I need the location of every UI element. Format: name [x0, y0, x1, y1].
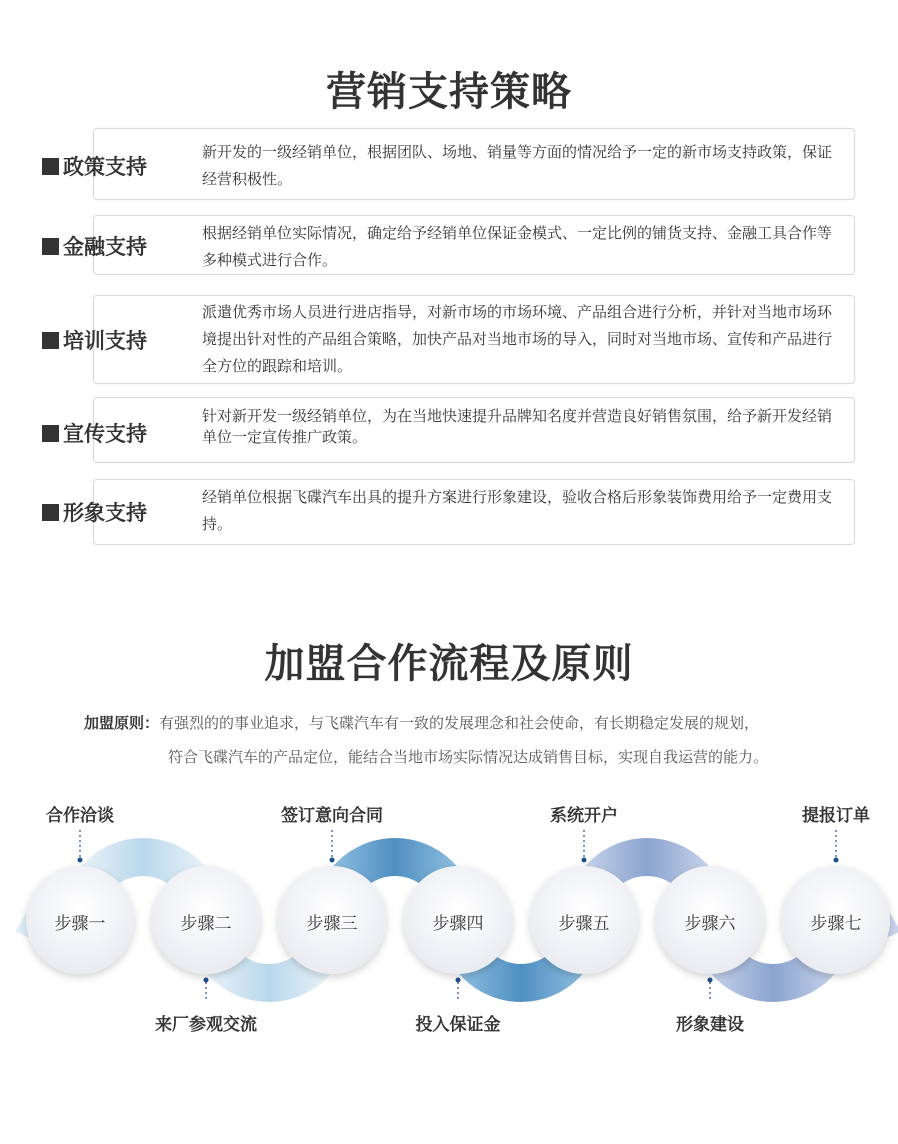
support-card-training	[93, 295, 855, 384]
step-connector-dot	[582, 858, 587, 863]
support-text: 针对新开发一级经销单位，为在当地快速提升品牌知名度并营造良好销售氛围，给予新开发经销单位一定宣传推广政策。	[202, 407, 833, 446]
square-bullet-icon	[42, 238, 59, 255]
step-connector-dot	[456, 978, 461, 983]
step-circle-label: 步骤二	[180, 914, 232, 934]
step-circle-label: 步骤六	[684, 914, 736, 934]
step-label: 投入保证金	[415, 1015, 501, 1035]
step-circle-label: 步骤一	[54, 914, 106, 934]
support-card-promotion	[93, 397, 855, 463]
step-label: 提报订单	[802, 806, 870, 826]
square-bullet-icon	[42, 158, 59, 175]
step-label: 系统开户	[550, 806, 618, 826]
step-connector-dot	[708, 978, 713, 983]
support-text: 新开发的一级经销单位，根据团队、场地、销量等方面的情况给予一定的新市场支持政策，保证经营积极性。	[202, 143, 833, 188]
principle-line-1: 有强烈的的事业追求，与飞碟汽车有一致的发展理念和社会使命，有长期稳定发展的规划，	[159, 714, 760, 732]
square-bullet-icon	[42, 504, 59, 521]
step-circle-label: 步骤七	[810, 914, 862, 934]
support-label-finance: 金融支持	[42, 231, 147, 261]
support-card-image	[93, 479, 855, 545]
support-text: 根据经销单位实际情况，确定给予经销单位保证金模式、一定比例的铺货支持、金融工具合作等多种模式进行合作。	[202, 224, 833, 269]
square-bullet-icon	[42, 332, 59, 349]
support-card-finance	[93, 215, 855, 275]
step-label: 来厂参观交流	[155, 1015, 257, 1035]
franchise-principle	[84, 706, 844, 774]
section-title-marketing: 营销支持策略	[326, 69, 572, 115]
step-circle-label: 步骤三	[306, 914, 358, 934]
step-label: 签订意向合同	[281, 806, 383, 826]
principle-label: 加盟原则：	[84, 714, 160, 732]
step-circle-label: 步骤五	[558, 914, 610, 934]
support-label-training: 培训支持	[42, 325, 147, 355]
step-connector-dot	[78, 858, 83, 863]
support-label-promotion: 宣传支持	[42, 418, 147, 448]
support-text: 经销单位根据飞碟汽车出具的提升方案进行形象建设，验收合格后形象装饰费用给予一定费用支持。	[202, 488, 833, 533]
support-label-image: 形象支持	[42, 497, 147, 527]
section-title-franchise: 加盟合作流程及原则	[264, 641, 634, 687]
square-bullet-icon	[42, 425, 59, 442]
principle-line-2: 符合飞碟汽车的产品定位，能结合当地市场实际情况达成销售目标，实现自我运营的能力。	[168, 748, 769, 766]
step-label: 形象建设	[676, 1015, 744, 1035]
step-connector-dot	[330, 858, 335, 863]
support-label-policy: 政策支持	[42, 151, 147, 181]
step-label: 合作洽谈	[46, 806, 114, 826]
step-connector-dot	[204, 978, 209, 983]
support-card-policy	[93, 128, 855, 200]
step-circle-label: 步骤四	[432, 914, 484, 934]
support-text: 派遣优秀市场人员进行进店指导，对新市场的市场环境、产品组合进行分析，并针对当地市场环境提出针对性的产品组合策略，加快产品对当地市场的导入，同时对当地市场、宣传和产品进行全方位的跟踪和培训。	[202, 303, 833, 375]
step-connector-dot	[834, 858, 839, 863]
